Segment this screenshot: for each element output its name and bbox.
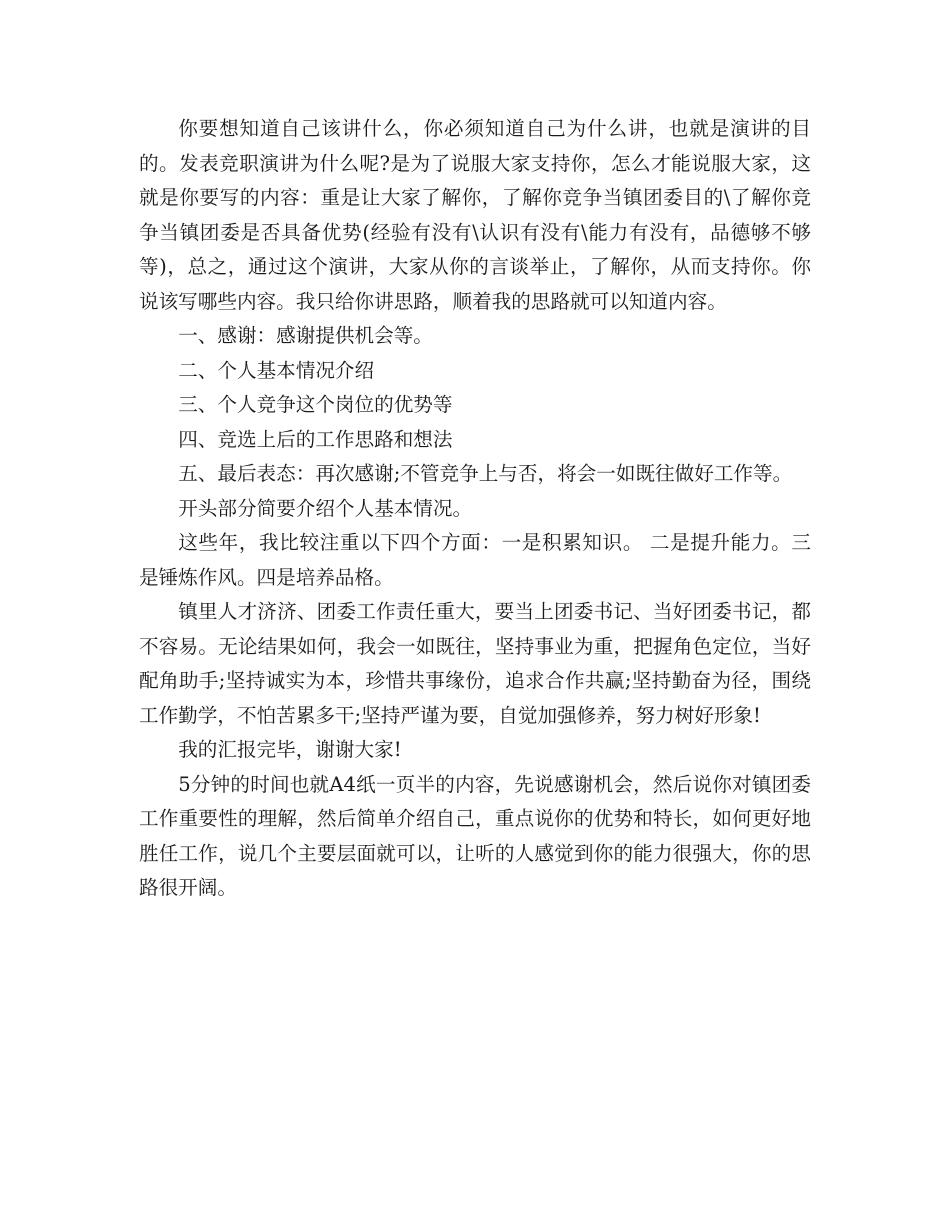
paragraph-opening-note: 开头部分简要介绍个人基本情况。 — [178, 496, 473, 520]
outline-item-personal-info: 二、个人基本情况介绍 — [178, 358, 375, 382]
outline-item-thanks: 一、感谢：感谢提供机会等。 — [178, 324, 433, 347]
paragraph-commitment: 镇里人才济济、团委工作责任重大，要当上团委书记、当好团委书记，都不容易。无论结果如何，我会一如既往，坚持事业为重，把握角色定位，当好配角助手;坚持诚实为本，珍惜共事缘份，追求合作共赢;坚持勤奋为径，围绕工作勤学，不怕苦累多干;坚持严谨为要，自觉加强修养，努力树好形象! — [139, 600, 811, 727]
outline-item-advantages: 三、个人竞争这个岗位的优势等 — [178, 393, 453, 416]
paragraph-speech-purpose: 你要想知道自己该讲什么，你必须知道自己为什么讲，也就是演讲的目的。发表竞职演讲为什么呢?是为了说服大家支持你，怎么才能说服大家，这就是你要写的内容：重是让大家了解你，了解你竞争当镇团委目的\了解你竞争当镇团委是否具备优势(经验有没有\认识有没有\能力有没有，品德够不够等)，总之，通过这个演讲，大家从你的言谈举止，了解你，从而支持你。你说该写哪些内容。我只给你讲思路，顺着我的思路就可以知道内容。 — [139, 117, 811, 313]
paragraph-tips: 5分钟的时间也就A4纸一页半的内容，先说感谢机会，然后说你对镇团委工作重要性的理解，然后简单介绍自己，重点说你的优势和特长，如何更好地胜任工作，说几个主要层面就可以，让听的人感觉到你的能力很强大，你的思路很开阔。 — [139, 772, 811, 899]
outline-item-closing: 五、最后表态：再次感谢;不管竞争上与否，将会一如既往做好工作等。 — [178, 462, 793, 485]
document-body — [139, 112, 811, 906]
paragraph-conclusion: 我的汇报完毕，谢谢大家! — [178, 738, 402, 761]
paragraph-four-aspects: 这些年，我比较注重以下四个方面：一是积累知识。 二是提升能力。三是锤炼作风。四是培养品格。 — [139, 531, 811, 589]
outline-item-work-plan: 四、竞选上后的工作思路和想法 — [178, 427, 453, 451]
